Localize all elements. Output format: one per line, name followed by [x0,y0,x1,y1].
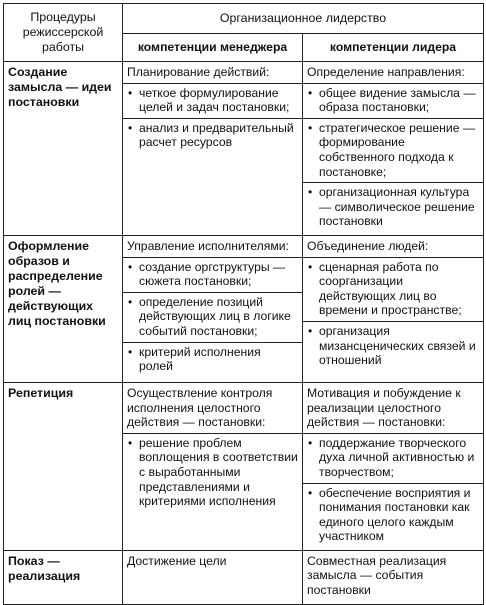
manager-competence-cell [123,550,303,604]
table-row [4,550,484,604]
leader-competence-cell [303,550,484,604]
list-item-text: стратегическое решение — формирование собственного подхода к постановке; [319,120,476,179]
table-row [4,62,484,236]
leader-lead-text: Определение направления: [303,64,483,84]
list-item-text: создание оргструктуры — сюжета постановки; [139,259,286,289]
bullet-icon: • [128,344,133,359]
list-item-text: обеспечение восприятия и понимания постановки как единого целого каждым участником [319,485,471,544]
leader-item-list [307,258,479,371]
bullet-icon: • [308,259,313,274]
list-item-text: сценарная работа по соорганизации действующих лиц во времени и пространстве; [319,259,462,318]
list-item [303,322,483,371]
leader-competence-cell [303,62,484,236]
manager-item-list [127,434,298,512]
manager-item-list [127,84,298,153]
bullet-icon: • [308,435,313,450]
leader-competence-cell [303,235,484,382]
leader-item-list [307,434,479,547]
list-item-text: общее видение замысла — образа постановки; [319,85,476,115]
bullet-icon: • [128,294,133,309]
leadership-table [3,3,484,605]
header-leader: компетенции лидера [303,34,484,62]
table-row [4,382,484,550]
list-item-text: критерий исполнения ролей [139,344,261,374]
list-item [123,119,302,153]
list-item [123,293,302,343]
bullet-icon: • [128,85,133,100]
manager-item-list [127,258,298,377]
procedure-cell: Создание замысла — идеи постановки [4,62,123,236]
bullet-icon: • [128,120,133,135]
header-manager: компетенции менеджера [123,34,303,62]
bullet-icon: • [308,185,313,200]
manager-competence-cell [123,62,303,236]
manager-lead-text: Планирование действий: [123,64,302,84]
list-item [123,434,302,512]
manager-competence-cell [123,235,303,382]
list-item [123,84,302,119]
procedure-cell: Оформление образов и распределение ролей — действующих лиц постановки [4,235,123,382]
leader-lead-text: Мотивация и побуждение к реализации целостного действия — постановки: [303,385,483,434]
procedure-cell: Показ — реализация [4,550,123,604]
list-item-text: четкое формулирование целей и задач постановки; [139,85,290,115]
header-procedures: Процедуры режиссерской работы [4,4,123,62]
bullet-icon: • [308,323,313,338]
leader-competence-cell [303,382,484,550]
leader-lead-text: Объединение людей: [303,238,483,258]
manager-competence-cell [123,382,303,550]
list-item [303,84,483,119]
list-item-text: анализ и предварительный расчет ресурсов [139,120,294,150]
leader-lead-text: Совместная реализация замысла — события постановки [307,553,447,598]
list-item [303,258,483,322]
list-item [303,119,483,183]
list-item-text: организация мизансценических связей и отношений [319,323,476,368]
list-item-text: решение проблем воплощения в соответствии с выработанными представлениями и критериями исполнения [139,435,298,509]
bullet-icon: • [128,435,133,450]
list-item [123,343,302,377]
list-item [303,484,483,547]
list-item-text: поддержание творческого духа личной активностью и творчеством; [319,435,475,479]
header-row [4,4,484,34]
bullet-icon: • [308,120,313,135]
manager-lead-text: Осуществление контроля исполнения целостного действия — постановки: [123,385,302,434]
manager-lead-text: Управление исполнителями: [123,238,302,258]
list-item [303,183,483,232]
list-item [123,258,302,293]
bullet-icon: • [308,485,313,500]
leader-item-list [307,84,479,232]
list-item-text: организационная культура — символическое решение постановки [319,185,475,229]
bullet-icon: • [128,259,133,274]
header-leadership: Организационное лидерство [123,4,484,34]
list-item [303,434,483,484]
bullet-icon: • [308,85,313,100]
list-item-text: определение позиций действующих лиц в логике событий постановки; [139,294,291,338]
manager-lead-text: Достижение цели [127,553,227,568]
procedure-cell: Репетиция [4,382,123,550]
table-row [4,235,484,382]
table-body [4,62,484,605]
